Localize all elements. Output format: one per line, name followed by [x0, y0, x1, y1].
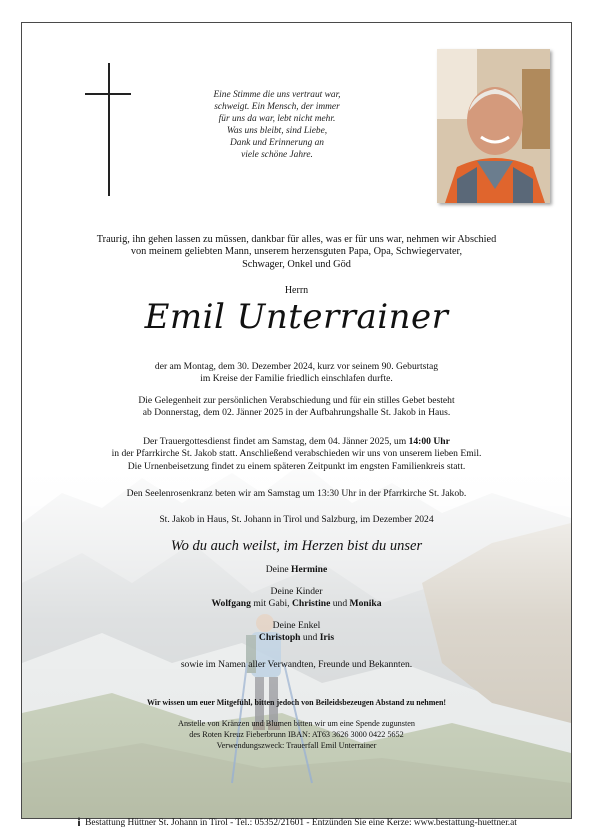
farewell-line: ab Donnerstag, dem 02. Jänner 2025 in der Aufbahrungshalle St. Jakob in Haus.	[142, 407, 451, 419]
wife-line	[22, 564, 571, 576]
donation-info	[22, 718, 571, 751]
intro-text	[42, 234, 551, 271]
farewell-info	[42, 395, 551, 420]
grandchild-name: Christoph	[258, 632, 301, 644]
poem-line: Was uns bleibt, sind Liebe,	[226, 126, 328, 137]
poem	[202, 89, 352, 162]
grandchildren-block	[22, 620, 571, 645]
grandchildren-text: und	[300, 632, 320, 644]
funeral-service-info	[42, 436, 551, 473]
condolence-notice: Wir wissen um euer Mitgefühl, bitten jedoch von Beileidsbezeugen Abstand zu nehmen!	[146, 698, 447, 707]
poem-line: viele schöne Jahre.	[241, 150, 313, 161]
wife-label: Deine	[265, 564, 292, 575]
footer	[21, 817, 572, 828]
poem-line: für uns da war, lebt nicht mehr.	[218, 114, 336, 125]
child-name: Christine	[291, 598, 331, 610]
deceased-name: Emil Unterrainer	[144, 297, 449, 337]
candle-icon	[76, 817, 82, 826]
service-line: Die Urnenbeisetzung findet zu einem späteren Zeitpunkt im engsten Familienkreis statt.	[127, 460, 466, 472]
grandchildren-names	[22, 632, 571, 644]
death-line: der am Montag, dem 30. Dezember 2024, kurz vor seinem 90. Geburtstag	[154, 361, 439, 372]
service-time: 14:00 Uhr	[408, 436, 450, 447]
rosary-info: Den Seelenrosenkranz beten wir am Samstag um 13:30 Uhr in der Pfarrkirche St. Jakob.	[126, 488, 467, 499]
grandchild-name: Iris	[319, 632, 335, 644]
place-date: St. Jakob in Haus, St. Johann in Tirol und Salzburg, im Dezember 2024	[159, 514, 434, 525]
intro-line: von meinem geliebten Mann, unserem herzensguten Papa, Opa, Schwiegervater,	[130, 246, 463, 258]
donation-line: des Roten Kreuz Fieberbrunn IBAN: AT63 3626 3000 0422 5652	[189, 730, 404, 739]
intro-line: Schwager, Onkel und Göd	[242, 258, 351, 270]
poem-line: Eine Stimme die uns vertraut war,	[213, 90, 341, 100]
cross-icon-bar	[85, 93, 131, 95]
portrait-photo	[437, 49, 550, 203]
children-text: mit Gabi,	[250, 598, 292, 610]
intro-line: Traurig, ihn gehen lassen zu müssen, dankbar für alles, was er für uns war, nehmen wir Abschied	[96, 234, 497, 245]
donation-line: Verwendungszweck: Trauerfall Emil Unterrainer	[216, 741, 377, 750]
memorial-quote: Wo du auch weilst, im Herzen bist du unser	[170, 538, 423, 554]
service-text: Der Trauergottesdienst findet am Samstag, dem 04. Jänner 2025, um	[143, 436, 409, 447]
children-label: Deine Kinder	[270, 586, 323, 597]
death-line: im Kreise der Familie friedlich einschlafen durfte.	[200, 373, 393, 385]
child-name: Wolfgang	[211, 598, 251, 610]
service-line: in der Pfarrkirche St. Jakob statt. Anschließend verabschieden wir uns von unserem lieben Emil.	[111, 448, 482, 460]
donation-line: Anstelle von Kränzen und Blumen bitten wir um eine Spende zugunsten	[178, 719, 415, 728]
children-text: und	[330, 598, 350, 610]
children-names	[22, 598, 571, 610]
salutation: Herrn	[284, 285, 309, 296]
wife-name: Hermine	[291, 564, 328, 575]
cross-icon	[108, 63, 110, 196]
grandchildren-label: Deine Enkel	[272, 620, 321, 631]
poem-line: schweigt. Ein Mensch, der immer	[214, 102, 340, 113]
poem-line: Dank und Erinnerung an	[229, 138, 324, 149]
service-line	[42, 436, 551, 448]
relatives-line: sowie im Namen aller Verwandten, Freunde und Bekannten.	[180, 659, 413, 670]
child-name: Monika	[349, 598, 382, 610]
children-block	[22, 586, 571, 611]
farewell-line: Die Gelegenheit zur persönlichen Verabschiedung und für ein stilles Gebet besteht	[138, 395, 455, 406]
footer-text: Bestattung Hüttner St. Johann in Tirol - Tel.: 05352/21601 - Entzünden Sie eine Kerze: www.bestattung-huettner.at	[85, 818, 517, 828]
death-notice	[42, 361, 551, 386]
obituary-card	[21, 22, 572, 819]
